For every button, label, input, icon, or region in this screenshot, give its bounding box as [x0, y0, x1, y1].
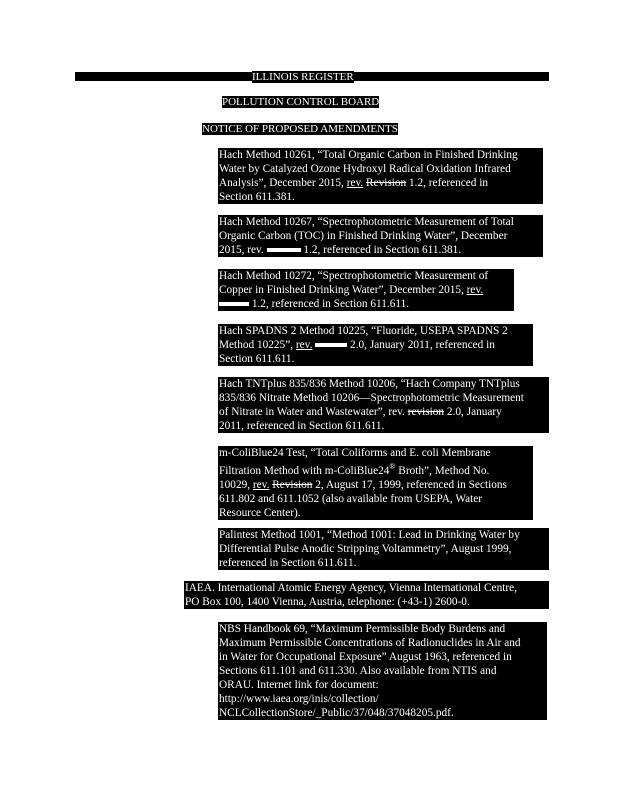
inserted-text: rev. — [295, 339, 313, 351]
reference-entry-hach-10261 — [218, 148, 543, 204]
entry-line: of Nitrate in Water and Wastewater”, rev. revision 2.0, January — [219, 406, 502, 418]
entry-line: Analysis”, December 2015, rev. Revision 1.2, referenced in — [219, 177, 489, 189]
board-name: POLLUTION CONTROL BOARD — [222, 96, 380, 108]
deleted-text: Revision — [366, 177, 407, 189]
entry-line: 10029, rev. Revision 2, August 17, 1999, referenced in Sections — [219, 478, 507, 491]
reference-entry-hach-10272 — [218, 269, 514, 311]
entry-line: Hach Method 10261, “Total Organic Carbon in Finished Drinking — [219, 149, 518, 161]
redaction-mark — [315, 343, 347, 347]
entry-line: IAEA. International Atomic Energy Agency, Vienna International Centre, — [185, 582, 517, 594]
entry-line: 611.802 and 611.1052 (also available from USEPA, Water — [219, 492, 483, 505]
entry-line: in Water for Occupational Exposure” August 1963, referenced in — [219, 651, 512, 663]
entry-line: Hach Method 10267, “Spectrophotometric Measurement of Total — [219, 216, 514, 228]
entry-line: NCLCollectionStore/_Public/37/048/37048205.pdf. — [219, 707, 454, 719]
deleted-text: revision — [407, 406, 445, 418]
entry-line: Differential Pulse Anodic Stripping Voltammetry”, August 1999, — [219, 543, 512, 555]
entry-line: Organic Carbon (TOC) in Finished Drinking Water”, December — [219, 230, 508, 242]
entry-line: ORAU. Internet link for document: — [219, 679, 379, 691]
entry-line: Hach Method 10272, “Spectrophotometric Measurement of — [219, 270, 489, 282]
entry-line: Hach TNTplus 835/836 Method 10206, “Hach Company TNTplus — [219, 378, 520, 390]
entry-line: Method 10225”, rev. 2.0, January 2011, referenced in — [219, 339, 495, 351]
entry-line: NBS Handbook 69, “Maximum Permissible Body Burdens and — [219, 623, 506, 635]
entry-line: http://www.iaea.org/inis/collection/ — [219, 693, 379, 705]
reference-entry-hach-tntplus — [218, 377, 549, 433]
entry-line: Water by Catalyzed Ozone Hydroxyl Radical Oxidation Infrared — [219, 163, 511, 175]
reference-entry-palintest — [218, 528, 549, 570]
entry-line: Section 611.611. — [219, 353, 295, 365]
entry-line: 2015, rev. 1.2, referenced in Section 611.381. — [219, 244, 462, 256]
entry-line: 835/836 Nitrate Method 10206—Spectrophotometric Measurement — [219, 392, 524, 404]
reference-entry-iaea — [184, 581, 549, 609]
entry-line: m-ColiBlue24 Test, “Total Coliforms and E. coli Membrane — [219, 447, 491, 459]
deleted-text: Revision — [272, 478, 313, 491]
reference-entry-m-coliblue24 — [218, 446, 533, 520]
entry-line: Filtration Method with m-ColiBlue24® Broth”, Method No. — [219, 462, 490, 477]
entry-line: 1.2, referenced in Section 611.611. — [219, 297, 512, 311]
reference-entry-hach-10267 — [218, 215, 543, 257]
entry-line: Hach SPADNS 2 Method 10225, “Fluoride, USEPA SPADNS 2 — [219, 325, 508, 337]
register-title: ILLINOIS REGISTER — [252, 71, 354, 83]
entry-line: Copper in Finished Drinking Water”, December 2015, rev. — [219, 284, 484, 296]
entry-line: Section 611.381. — [219, 191, 295, 203]
entry-line: Palintest Method 1001, “Method 1001: Lead in Drinking Water by — [219, 529, 520, 541]
entry-line: 2011, referenced in Section 611.611. — [219, 420, 385, 432]
entry-line: Sections 611.101 and 611.330. Also available from NTIS and — [219, 665, 497, 677]
reference-entry-nbs-handbook — [218, 622, 547, 720]
inserted-text: rev. — [466, 284, 484, 296]
entry-line: referenced in Section 611.611. — [219, 557, 357, 569]
inserted-text: rev. — [252, 478, 270, 491]
registered-mark: ® — [389, 462, 396, 471]
notice-title: NOTICE OF PROPOSED AMENDMENTS — [202, 123, 398, 135]
entry-line: Maximum Permissible Concentrations of Radionuclides in Air and — [219, 637, 521, 649]
entry-line: Resource Center). — [219, 506, 301, 519]
reference-entry-hach-spadns — [218, 324, 533, 366]
redaction-mark — [219, 302, 249, 306]
entry-line: PO Box 100, 1400 Vienna, Austria, telephone: (+43-1) 2600-0. — [185, 596, 470, 608]
inserted-text: rev. — [346, 177, 364, 189]
redaction-mark — [267, 248, 301, 252]
